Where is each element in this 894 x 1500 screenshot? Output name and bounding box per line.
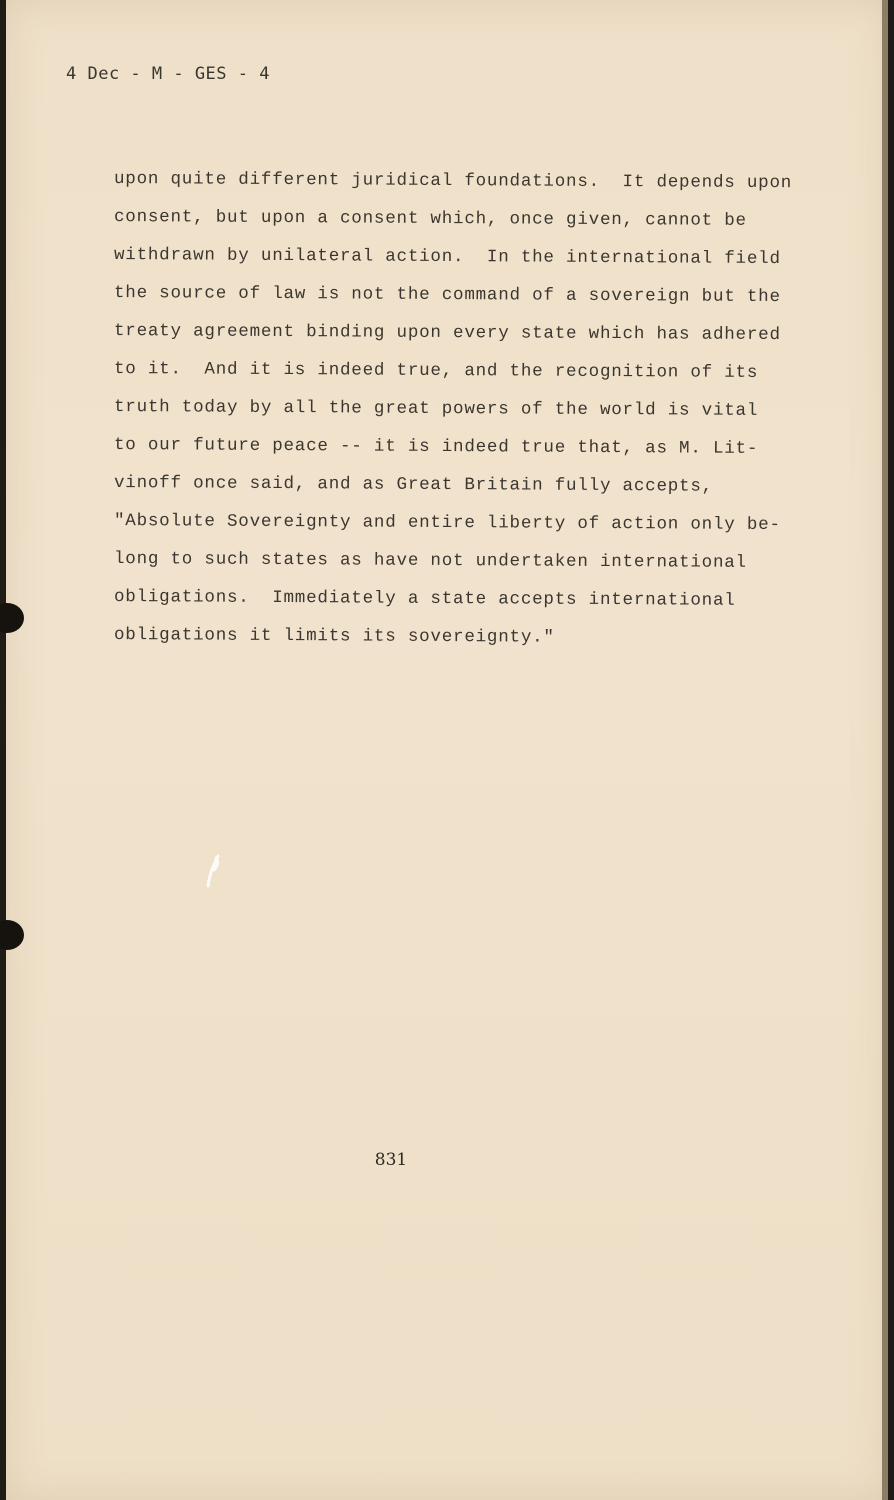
document-page	[6, 0, 888, 1500]
text-line: treaty agreement binding upon every state which has adhered	[113, 321, 781, 346]
text-line: long to such states as have not undertaken international	[113, 549, 747, 573]
page-header: 4 Dec - M - GES - 4	[66, 64, 270, 84]
text-line: to it. And it is indeed true, and the recognition of its	[113, 359, 759, 383]
text-line: withdrawn by unilateral action. In the international field	[113, 245, 781, 270]
paper-blemish	[204, 852, 224, 892]
text-line: the source of law is not the command of a sovereign but the	[113, 283, 781, 308]
page-edge-shadow	[882, 0, 888, 1500]
text-line: "Absolute Sovereignty and entire liberty of action only be-	[113, 511, 781, 536]
text-line: upon quite different juridical foundations. It depends upon	[113, 169, 793, 194]
text-line: truth today by all the great powers of the world is vital	[113, 397, 759, 421]
text-line: vinoff once said, and as Great Britain fully accepts,	[113, 473, 714, 497]
page-number: 831	[374, 1150, 408, 1170]
text-line: to our future peace -- it is indeed true that, as M. Lit-	[113, 435, 759, 459]
body-paragraph	[114, 160, 834, 654]
text-line: obligations it limits its sovereignty."	[113, 625, 555, 648]
text-line: consent, but upon a consent which, once given, cannot be	[113, 207, 747, 231]
text-line: obligations. Immediately a state accepts international	[113, 587, 736, 611]
